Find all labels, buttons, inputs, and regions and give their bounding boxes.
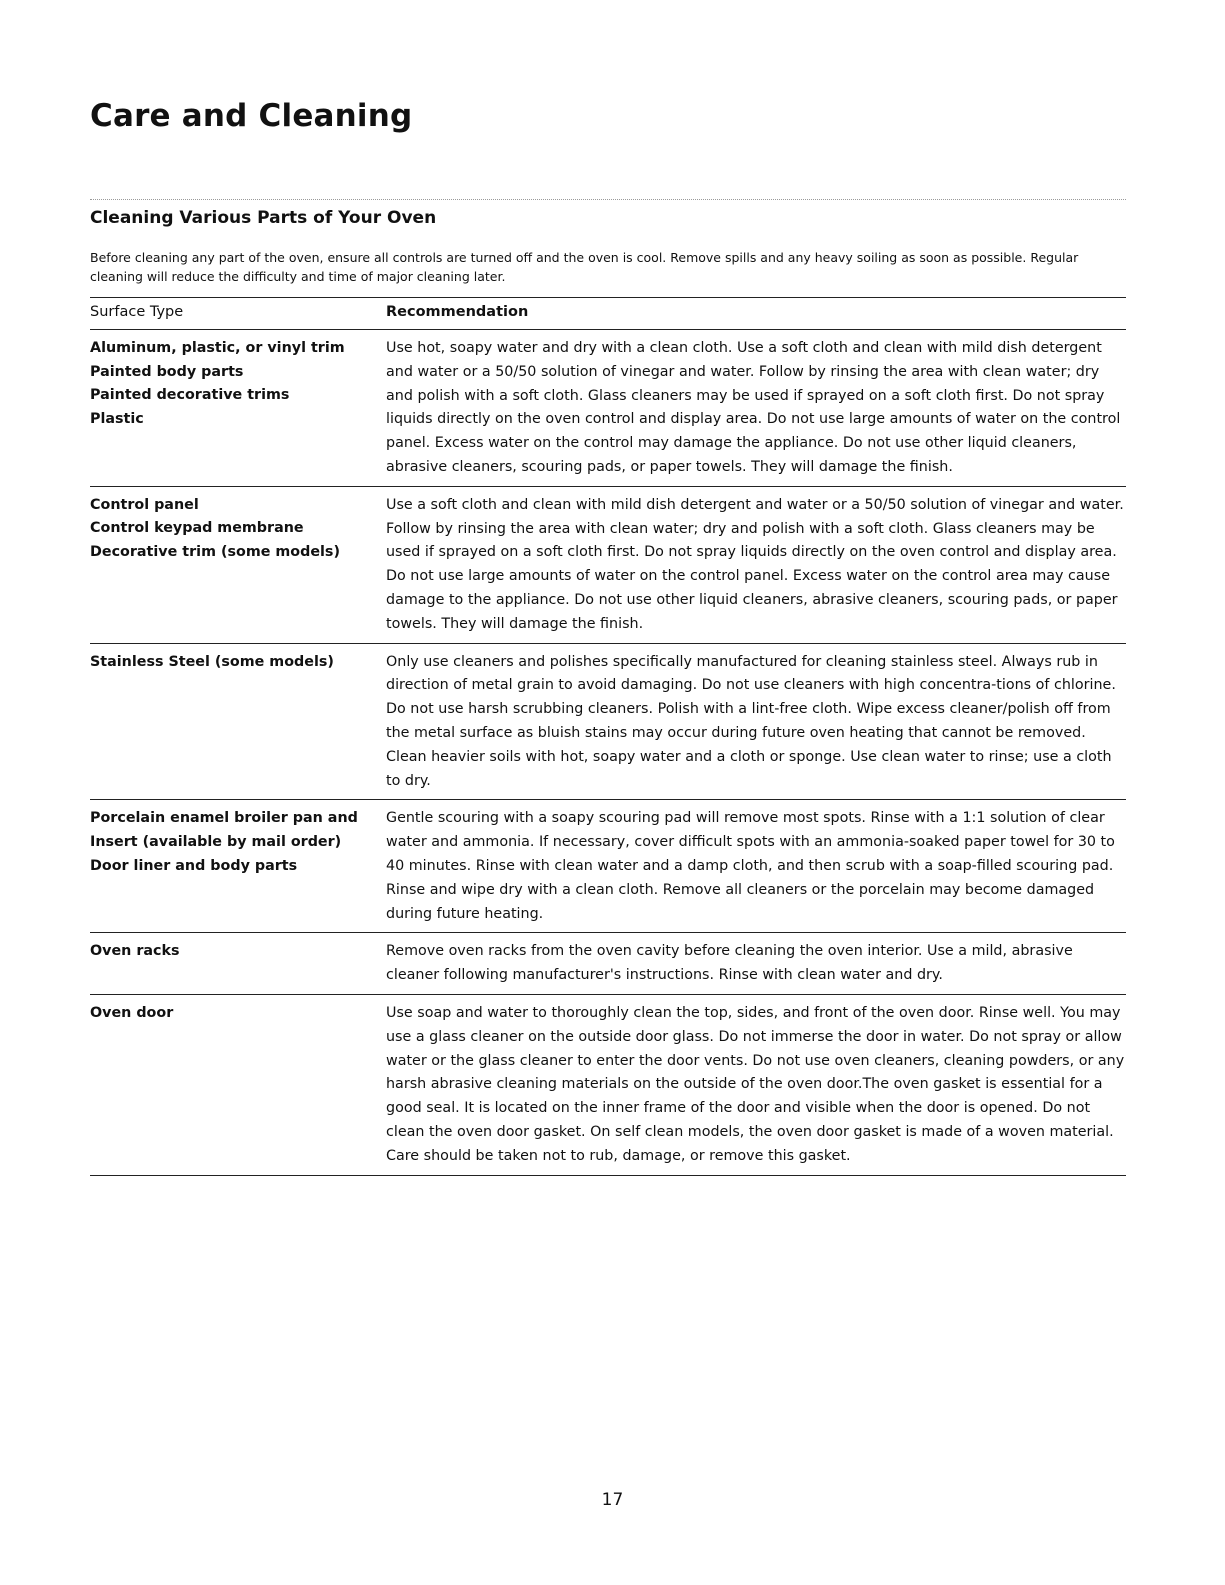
surface-type-cell	[90, 800, 386, 933]
recommendation-cell: Gentle scouring with a soapy scouring pad will remove most spots. Rinse with a 1:1 solution of clear water and ammonia. If necessary, cover difficult spots with an ammonia-soaked paper towel for 30 to 40 minutes. Rinse with clean water and a damp cloth, and then scrub with a soap-filled scouring pad. Rinse and wipe dry with a clean cloth. Remove all cleaners or the porcelain may become damaged during future heating.	[386, 800, 1126, 933]
surface-type-label: Painted body parts	[90, 363, 244, 380]
surface-type-cell	[90, 330, 386, 487]
table-row	[90, 330, 1126, 487]
table-row	[90, 486, 1126, 643]
table-row	[90, 933, 1126, 995]
surface-type-header: Surface Type	[90, 298, 386, 330]
surface-type-cell	[90, 994, 386, 1175]
header-row	[90, 298, 1126, 330]
table-row	[90, 994, 1126, 1175]
recommendation-header: Recommendation	[386, 298, 1126, 330]
surface-type-label: Oven racks	[90, 943, 180, 960]
section-heading: Cleaning Various Parts of Your Oven	[90, 208, 437, 228]
table-row	[90, 643, 1126, 800]
recommendation-cell: Only use cleaners and polishes specifically manufactured for cleaning stainless steel. Always rub in direction of metal grain to avoid damaging. Do not use cleaners with high concentra-tions of chlorine. Do not use harsh scrubbing cleaners. Polish with a lint-free cloth. Wipe excess cleaner/polish off from the metal surface as bluish stains may occur during future oven heating that cannot be removed. Clean heavier soils with hot, soapy water and a cloth or sponge. Use clean water to rinse; use a cloth to dry.	[386, 643, 1126, 800]
recommendation-cell: Use a soft cloth and clean with mild dish detergent and water or a 50/50 solution of vinegar and water. Follow by rinsing the area with clean water; dry and polish with a soft cloth. Glass cleaners may be used if sprayed on a soft cloth first. Do not spray liquids directly on the oven control and display area. Do not use large amounts of water on the control panel. Excess water on the control area may cause damage to the appliance. Do not use other liquid cleaners, abrasive cleaners, scouring pads, or paper towels. They will damage the finish.	[386, 486, 1126, 643]
surface-type-label: Decorative trim (some models)	[90, 543, 340, 560]
page-title: Care and Cleaning	[90, 98, 413, 134]
surface-type-label: Painted decorative trims	[90, 387, 290, 404]
recommendation-cell: Use hot, soapy water and dry with a clean cloth. Use a soft cloth and clean with mild dish detergent and water or a 50/50 solution of vinegar and water. Follow by rinsing the area with clean water; dry and polish with a soft cloth. Glass cleaners may be used if sprayed on a soft cloth first. Do not spray liquids directly on the oven control and display area. Do not use large amounts of water on the control panel. Excess water on the control may damage the appliance. Do not use other liquid cleaners, abrasive cleaners, scouring pads, or paper towels. They will damage the finish.	[386, 330, 1126, 487]
page-number: 17	[601, 1490, 624, 1510]
surface-type-cell	[90, 486, 386, 643]
surface-type-label: Control panel	[90, 496, 199, 513]
surface-type-label: Aluminum, plastic, or vinyl trim	[90, 340, 345, 356]
surface-type-label: Insert (available by mail order)	[90, 833, 342, 850]
title-divider	[90, 199, 1126, 200]
surface-type-label: Oven door	[90, 1004, 174, 1021]
surface-type-label: Plastic	[90, 410, 144, 427]
surface-type-label: Control keypad membrane	[90, 520, 304, 537]
table-header	[90, 298, 1126, 330]
surface-type-cell	[90, 933, 386, 995]
surface-type-label: Stainless Steel (some models)	[90, 653, 334, 670]
recommendation-cell: Use soap and water to thoroughly clean the top, sides, and front of the oven door. Rinse well. You may use a glass cleaner on the outside door glass. Do not immerse the door in water. Do not spray or allow water or the glass cleaner to enter the door vents. Do not use oven cleaners, cleaning powders, or any harsh abrasive cleaning materials on the outside of the oven door.The oven gasket is essential for a good seal. It is located on the inner frame of the door and visible when the door is opened. Do not clean the oven door gasket. On self clean models, the oven door gasket is made of a woven material. Care should be taken not to rub, damage, or remove this gasket.	[386, 994, 1126, 1175]
surface-type-label: Door liner and body parts	[90, 857, 298, 874]
recommendation-cell: Remove oven racks from the oven cavity before cleaning the oven interior. Use a mild, abrasive cleaner following manufacturer's instructions. Rinse with clean water and dry.	[386, 933, 1126, 995]
cleaning-table	[90, 297, 1126, 1176]
table-row	[90, 800, 1126, 933]
surface-type-label: Porcelain enamel broiler pan and	[90, 810, 358, 827]
table-body	[90, 330, 1126, 1176]
intro-paragraph: Before cleaning any part of the oven, ensure all controls are turned off and the oven is cool. Remove spills and any heavy soiling as soon as possible. Regular cleaning will reduce the difficulty and time of major cleaning later.	[90, 250, 1079, 284]
surface-type-cell	[90, 643, 386, 800]
